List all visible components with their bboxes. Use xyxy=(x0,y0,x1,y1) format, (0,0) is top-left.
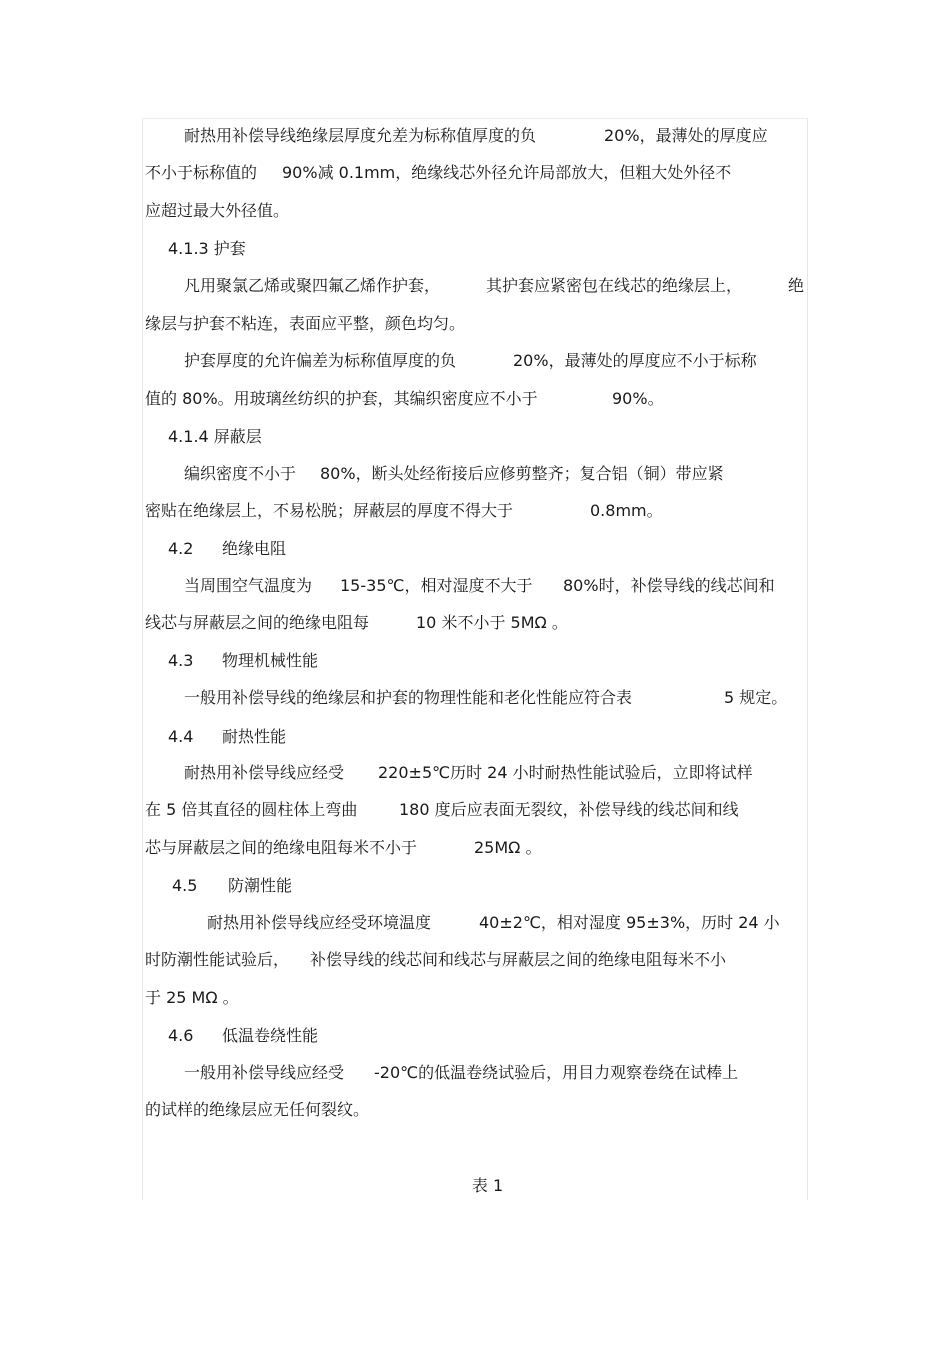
text-line-19-seg-1: 25MΩ 。 xyxy=(474,838,542,857)
text-line-4-seg-1: 其护套应紧密包在线芯的绝缘层上， xyxy=(486,276,743,295)
text-line-7-seg-1: 90%。 xyxy=(612,389,664,408)
text-line-9-seg-1: 80%，断头处经衔接后应修剪整齐；复合铝（铜）带应紧 xyxy=(320,464,724,483)
text-line-5-seg-0: 缘层与护套不粘连，表面应平整，颜色均匀。 xyxy=(145,314,466,333)
text-line-17-seg-1: 220±5℃历时 24 小时耐热性能试验后，立即将试样 xyxy=(378,763,753,782)
text-line-12-seg-1: 15-35℃，相对湿度不大于 xyxy=(340,576,533,595)
text-line-24-seg-1: 低温卷绕性能 xyxy=(222,1026,319,1045)
text-line-25-seg-1: -20℃的低温卷绕试验后，用目力观察卷绕在试棒上 xyxy=(374,1063,739,1082)
text-line-10-seg-1: 0.8mm。 xyxy=(590,501,663,520)
text-line-1-seg-0: 不小于标称值的 xyxy=(145,163,258,182)
text-line-17-seg-0: 耐热用补偿导线应经受 xyxy=(184,763,345,782)
text-line-11-seg-0: 4.2 xyxy=(168,539,194,558)
text-line-13-seg-0: 线芯与屏蔽层之间的绝缘电阻每 xyxy=(145,613,370,632)
text-line-24-seg-0: 4.6 xyxy=(168,1026,194,1045)
text-line-21-seg-1: 40±2℃，相对湿度 95±3%，历时 24 小 xyxy=(479,913,780,932)
text-line-2-seg-0: 应超过最大外径值。 xyxy=(145,201,290,220)
text-line-20-seg-1: 防潮性能 xyxy=(228,876,293,895)
text-line-14-seg-0: 4.3 xyxy=(168,651,194,670)
text-line-18-seg-1: 180 度后应表面无裂纹，补偿导线的线芯间和线 xyxy=(399,800,739,819)
text-line-4-seg-2: 绝 xyxy=(788,276,805,295)
text-line-15-seg-0: 一般用补偿导线的绝缘层和护套的物理性能和老化性能应符合表 xyxy=(184,688,633,707)
text-line-26-seg-0: 的试样的绝缘层应无任何裂纹。 xyxy=(145,1100,370,1119)
text-line-16-seg-0: 4.4 xyxy=(168,727,194,746)
text-line-18-seg-0: 在 5 倍其直径的圆柱体上弯曲 xyxy=(145,800,358,819)
text-line-12-seg-0: 当周围空气温度为 xyxy=(184,576,313,595)
text-line-9-seg-0: 编织密度不小于 xyxy=(184,464,297,483)
text-line-22-seg-0: 时防潮性能试验后， xyxy=(145,950,290,969)
text-line-7-seg-0: 值的 80%。用玻璃丝纺织的护套，其编织密度应不小于 xyxy=(145,389,538,408)
text-line-0-seg-1: 20%，最薄处的厚度应 xyxy=(604,126,768,145)
text-line-6-seg-0: 护套厚度的允许偏差为标称值厚度的负 xyxy=(184,351,457,370)
text-line-16-seg-1: 耐热性能 xyxy=(222,727,287,746)
text-line-8-seg-0: 4.1.4 屏蔽层 xyxy=(168,427,262,446)
text-line-21-seg-0: 耐热用补偿导线应经受环境温度 xyxy=(207,913,432,932)
text-line-22-seg-1: 补偿导线的线芯间和线芯与屏蔽层之间的绝缘电阻每米不小 xyxy=(310,950,727,969)
text-line-15-seg-1: 5 规定。 xyxy=(724,688,788,707)
text-line-10-seg-0: 密贴在绝缘层上，不易松脱；屏蔽层的厚度不得大于 xyxy=(145,501,514,520)
text-line-0-seg-0: 耐热用补偿导线绝缘层厚度允差为标称值厚度的负 xyxy=(184,126,537,145)
text-line-23-seg-0: 于 25 MΩ 。 xyxy=(145,988,239,1007)
text-line-20-seg-0: 4.5 xyxy=(172,876,198,895)
text-line-14-seg-1: 物理机械性能 xyxy=(222,651,319,670)
text-line-1-seg-1: 90%减 0.1mm，绝缘线芯外径允许局部放大，但粗大处外径不 xyxy=(282,163,732,182)
text-line-3-seg-0: 4.1.3 护套 xyxy=(168,239,246,258)
text-line-11-seg-1: 绝缘电阻 xyxy=(222,539,287,558)
text-line-25-seg-0: 一般用补偿导线应经受 xyxy=(184,1063,345,1082)
text-line-13-seg-1: 10 米不小于 5MΩ 。 xyxy=(416,613,568,632)
table-caption: 表 1 xyxy=(471,1176,504,1195)
text-line-6-seg-1: 20%，最薄处的厚度应不小于标称 xyxy=(513,351,757,370)
text-line-4-seg-0: 凡用聚氯乙烯或聚四氟乙烯作护套， xyxy=(184,276,441,295)
text-line-12-seg-2: 80%时，补偿导线的线芯间和 xyxy=(563,576,775,595)
text-line-19-seg-0: 芯与屏蔽层之间的绝缘电阻每米不小于 xyxy=(145,838,418,857)
